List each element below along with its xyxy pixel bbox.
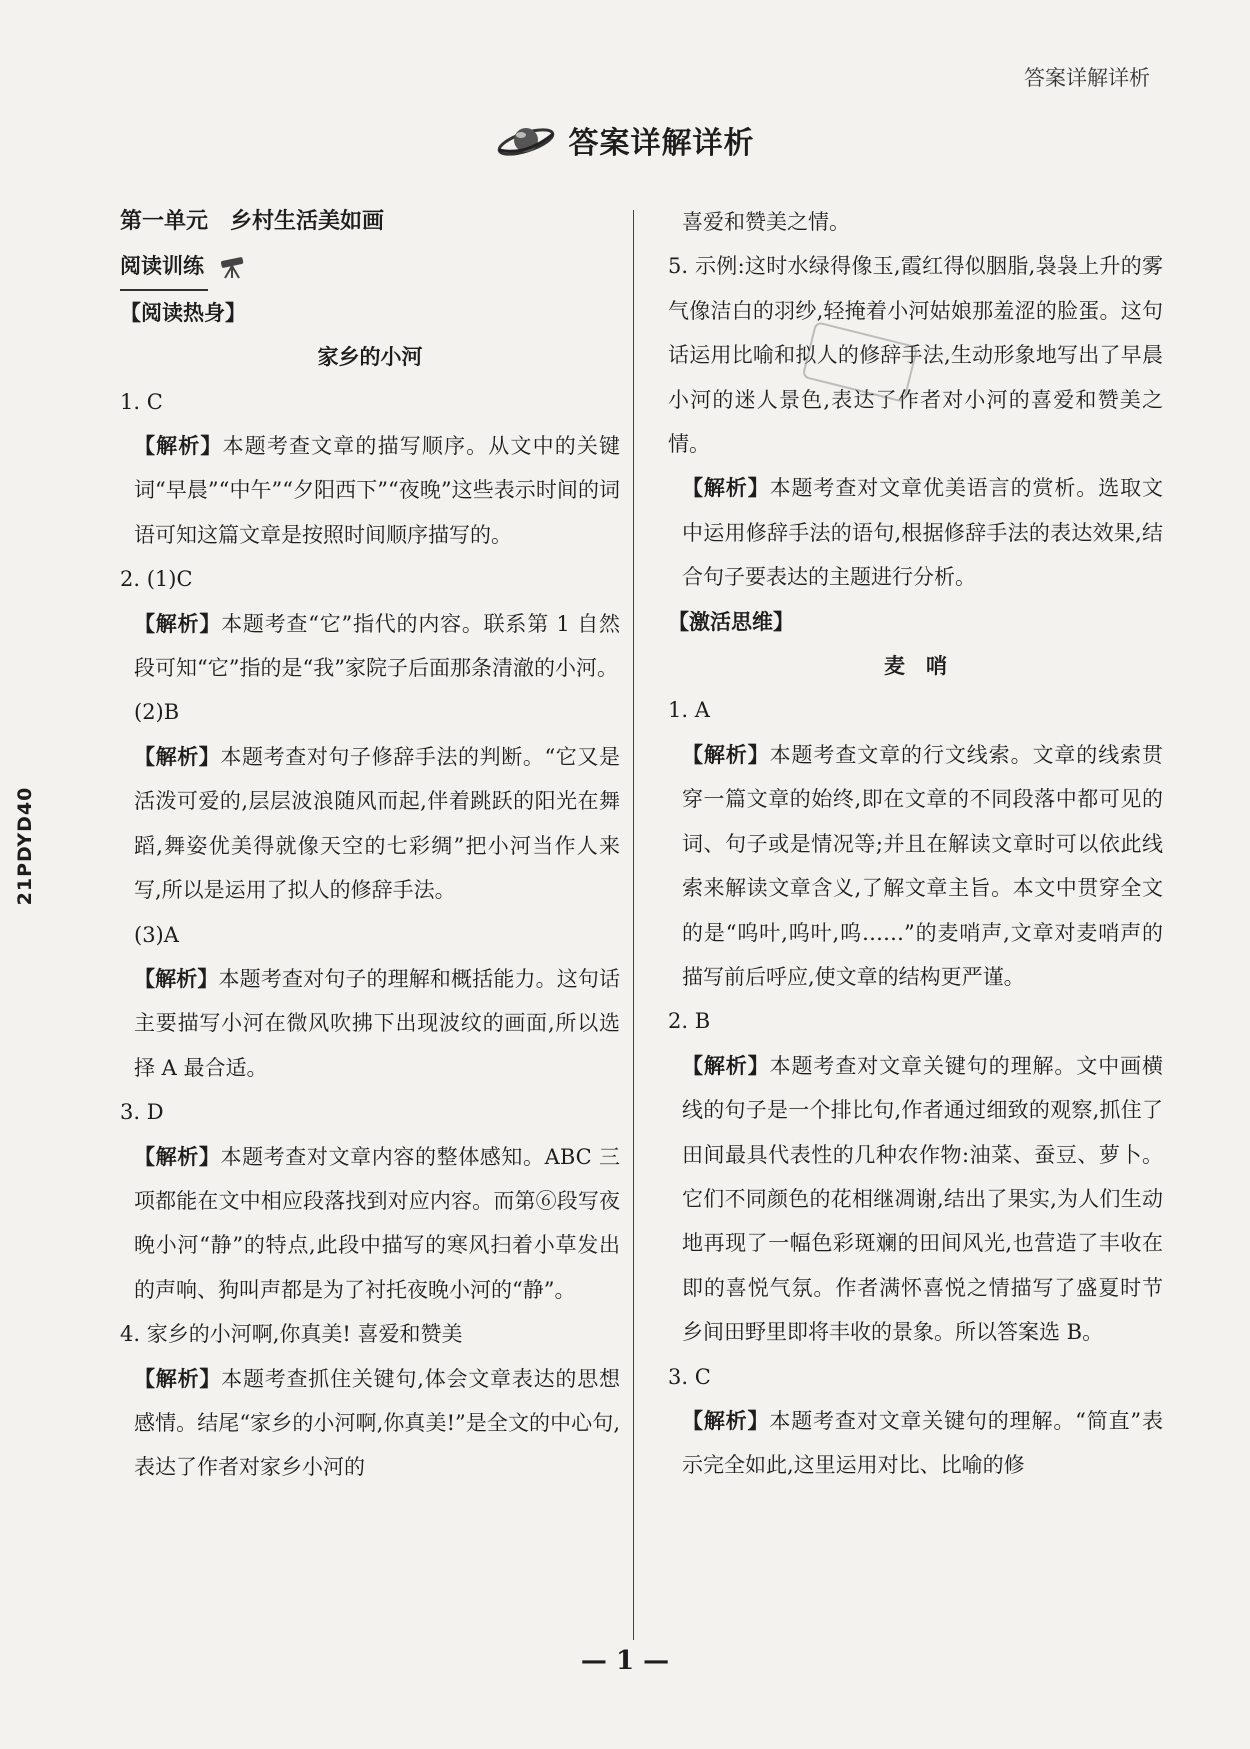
q2a-analysis <box>120 602 620 691</box>
q2-answer: 2. (1)C <box>120 567 193 592</box>
q1-analysis-text: 本题考查文章的描写顺序。从文中的关键词“早晨”“中午”“夕阳西下”“夜晚”这些表示时间的词语可知这篇文章是按照时间顺序描写的。 <box>134 434 621 547</box>
q2a-analysis-text: 本题考查“它”指代的内容。联系第 1 自然段可知“它”指的是“我”家院子后面那条清澈的小河。 <box>134 611 621 681</box>
q2c-answer: (3)A <box>134 922 179 947</box>
r1-analysis <box>668 733 1163 999</box>
q5-analysis <box>668 466 1163 599</box>
warmup-tag: 【阅读热身】 <box>120 300 246 325</box>
running-head: 答案详解详析 <box>1024 66 1150 90</box>
analysis-label: 【解析】 <box>682 742 770 767</box>
page-title: 答案详解详析 <box>568 126 755 161</box>
analysis-label: 【解析】 <box>134 966 219 991</box>
analysis-label: 【解析】 <box>134 1366 222 1391</box>
reading-training-heading <box>120 244 620 290</box>
q3-analysis-text: 本题考查对文章内容的整体感知。ABC 三项都能在文中相应段落找到对应内容。而第⑥段写夜晚小河“静”的特点,此段中描写的寒风扫着小草发出的声响、狗叫声都是为了衬托夜晚小河的“静”。 <box>134 1144 620 1302</box>
r3-analysis-text: 本题考查对文章关键句的理解。“简直”表示完全如此,这里运用对比、比喻的修 <box>682 1408 1163 1478</box>
article1-title: 家乡的小河 <box>317 344 423 370</box>
analysis-label: 【解析】 <box>134 434 223 459</box>
page-number: — 1 — <box>580 1646 670 1676</box>
q4-analysis-continued: 喜爱和赞美之情。 <box>682 210 850 234</box>
r2-analysis <box>668 1044 1163 1355</box>
column-divider <box>633 210 634 1640</box>
q4-analysis <box>120 1357 620 1490</box>
reading-training-label: 阅读训练 <box>120 244 208 290</box>
q2b-answer: (2)B <box>134 700 180 725</box>
unit-title: 第一单元 乡村生活美如画 <box>120 209 385 234</box>
telescope-icon <box>215 257 249 279</box>
r2-answer: 2. B <box>668 1009 711 1034</box>
q5-answer: 5. 示例:这时水绿得像玉,霞红得似胭脂,袅袅上升的雾气像洁白的羽纱,轻掩着小河姑娘那羞涩的脸蛋。这句话运用比喻和拟人的修辞手法,生动形象地写出了早晨小河的迷人景色,表达了作者对小河的喜爱和赞美之情。 <box>668 254 1163 457</box>
analysis-label: 【解析】 <box>682 1053 770 1078</box>
analysis-label: 【解析】 <box>134 611 222 636</box>
q5-analysis-text: 本题考查对文章优美语言的赏析。选取文中运用修辞手法的语句,根据修辞手法的表达效果,结合句子要表达的主题进行分析。 <box>682 476 1164 590</box>
side-code-text: 21PDYD40 <box>14 786 36 906</box>
r1-analysis-text: 本题考查文章的行文线索。文章的线索贯穿一篇文章的始终,即在文章的不同段落中都可见的词、句子或是情况等;并且在解读文章时可以依此线索来解读文章含义,了解文章主旨。本文中贯穿全文的是“呜叶,呜叶,呜……”的麦哨声,文章对麦哨声的描写前后呼应,使文章的结构更严谨。 <box>682 742 1164 989</box>
q1-answer: 1. C <box>120 389 163 414</box>
article2-title: 麦 哨 <box>884 653 947 679</box>
analysis-label: 【解析】 <box>134 744 221 769</box>
watermark-stamp <box>800 322 920 402</box>
planet-icon <box>495 120 557 160</box>
left-column <box>120 200 620 1490</box>
q2c-analysis <box>120 957 620 1090</box>
q3-analysis <box>120 1135 620 1313</box>
r2-analysis-text: 本题考查对文章关键句的理解。文中画横线的句子是一个排比句,作者通过细致的观察,抓住了田间最具代表性的几种农作物:油菜、蚕豆、萝卜。它们不同颜色的花相继凋谢,结出了果实,为人们生动地再现了一幅色彩斑斓的田间风光,也营造了丰收在即的喜悦气氛。作者满怀喜悦之情描写了盛夏时节乡间田野里即将丰收的景象。所以答案选 B。 <box>682 1053 1164 1345</box>
q2b-analysis <box>120 735 620 913</box>
q2b-analysis-text: 本题考查对句子修辞手法的判断。“它又是活泼可爱的,层层波浪随风而起,伴着跳跃的阳光在舞蹈,舞姿优美得就像天空的七彩绸”把小河当作人来写,所以是运用了拟人的修辞手法。 <box>134 744 621 903</box>
q4-answer: 4. 家乡的小河啊,你真美! 喜爱和赞美 <box>120 1322 463 1347</box>
q1-analysis <box>120 424 620 557</box>
r3-answer: 3. C <box>668 1364 711 1389</box>
analysis-label: 【解析】 <box>682 1408 770 1433</box>
q2c-analysis-text: 本题考查对句子的理解和概括能力。这句话主要描写小河在微风吹拂下出现波纹的画面,所以选择 A 最合适。 <box>134 966 620 1080</box>
r1-answer: 1. A <box>668 698 710 723</box>
q4-analysis-text: 本题考查抓住关键句,体会文章表达的思想感情。结尾“家乡的小河啊,你真美!”是全文的中心句,表达了作者对家乡小河的 <box>134 1366 620 1480</box>
page-title-row <box>0 118 1250 162</box>
q3-answer: 3. D <box>120 1100 164 1125</box>
activate-tag: 【激活思维】 <box>668 609 794 634</box>
analysis-label: 【解析】 <box>682 476 770 501</box>
side-code <box>6 775 44 925</box>
r3-analysis <box>668 1399 1163 1488</box>
analysis-label: 【解析】 <box>134 1144 221 1169</box>
